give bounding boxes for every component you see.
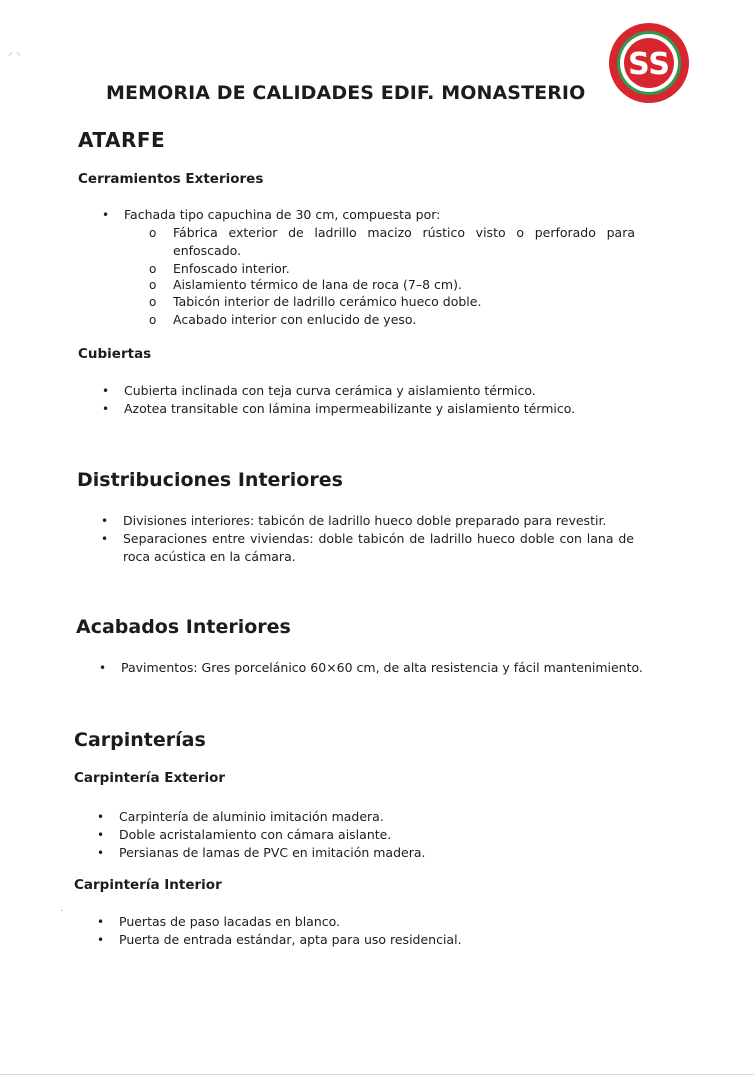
list-item: • Fachada tipo capuchina de 30 cm, compuesta por: [102,207,441,222]
list-item: • Cubierta inclinada con teja curva cerámica y aislamiento térmico. [102,383,536,398]
sub-list-item: o Acabado interior con enlucido de yeso. [149,312,417,327]
section-heading-carpinterias: Carpinterías [74,729,206,751]
section-heading-distribuciones: Distribuciones Interiores [77,469,343,491]
section-heading-acabados: Acabados Interiores [76,616,291,638]
list-item: • Persianas de lamas de PVC en imitación madera. [97,845,426,860]
sub-list-item: o Tabicón interior de ladrillo cerámico hueco doble. [149,294,482,309]
sub-list-item: o Fábrica exterior de ladrillo macizo rústico visto o perforado para enfoscado. [149,225,635,258]
list-item: • Divisiones interiores: tabicón de ladrillo hueco doble preparado para revestir. [101,513,607,528]
subsection-heading-carpinteria-exterior: Carpintería Exterior [74,770,226,786]
sub-list-item: o Aislamiento térmico de lana de roca (7–8 cm). [149,277,462,292]
list-item: • Puertas de paso lacadas en blanco. [97,914,341,929]
page-edge-line [0,1074,754,1075]
list-item: • Doble acristalamiento con cámara aislante. [97,827,392,842]
document-subtitle: ATARFE [78,128,166,152]
company-logo [608,22,690,104]
list-item: • Puerta de entrada estándar, apta para uso residencial. [97,932,462,947]
document-title: MEMORIA DE CALIDADES EDIF. MONASTERIO [106,82,586,104]
sub-list-item: o Enfoscado interior. [149,261,290,276]
section-heading-cubiertas: Cubiertas [78,346,152,362]
list-item: • Separaciones entre viviendas: doble tabicón de ladrillo hueco doble con lana de roca acústica en la cámara. [101,531,634,564]
scan-mark: · [60,906,64,917]
subsection-heading-carpinteria-interior: Carpintería Interior [74,877,222,893]
list-item: • Azotea transitable con lámina impermeabilizante y aislamiento térmico. [102,401,576,416]
scan-mark: ⸝ ⸜ [8,47,22,58]
list-item: • Carpintería de aluminio imitación madera. [97,809,384,824]
svg-text:SS: SS [628,47,670,82]
list-item: • Pavimentos: Gres porcelánico 60×60 cm, de alta resistencia y fácil mantenimiento. [99,660,643,675]
section-heading-cerramientos: Cerramientos Exteriores [78,171,264,187]
